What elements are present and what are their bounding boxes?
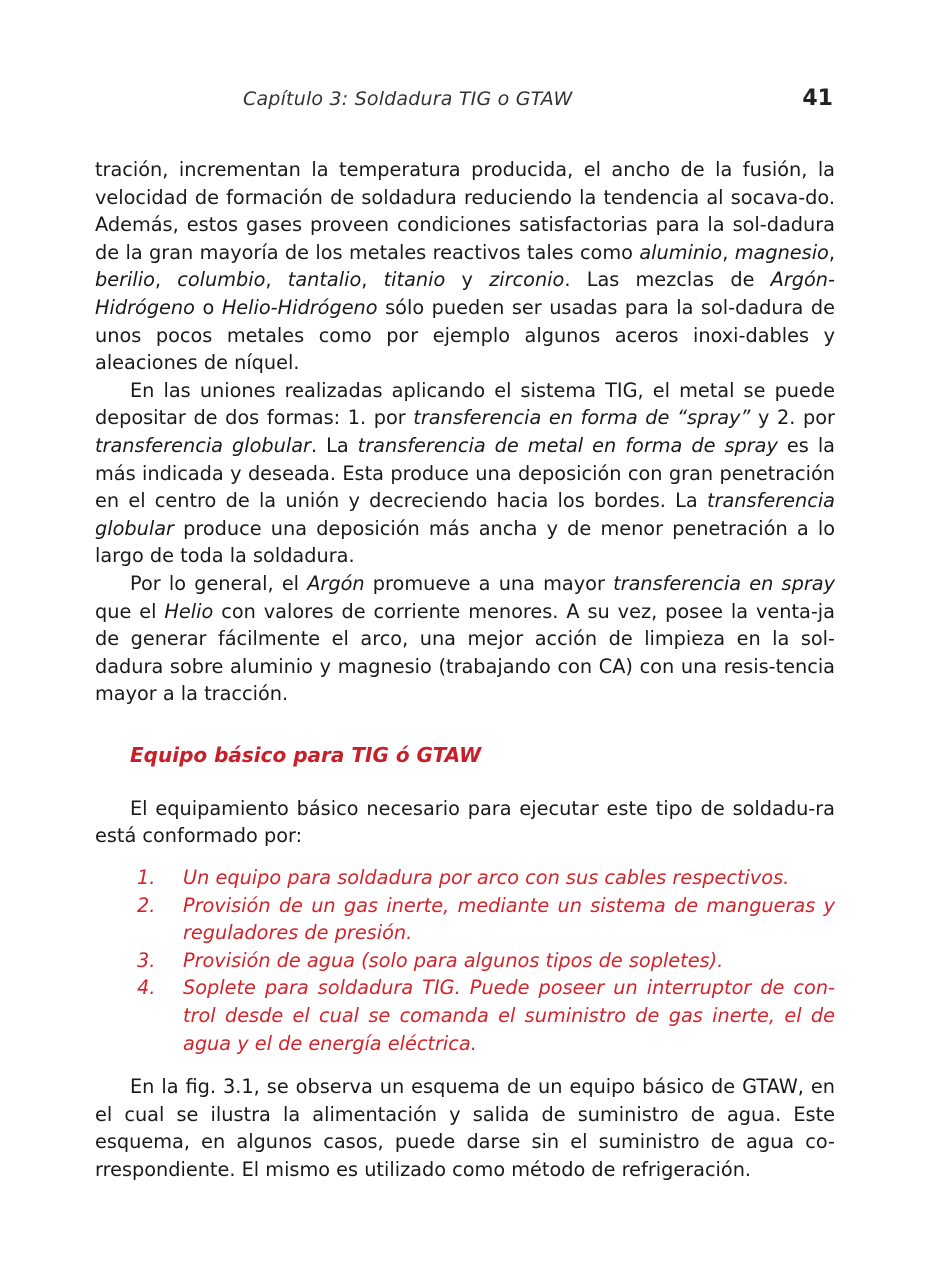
- list-number: 1.: [137, 866, 156, 890]
- term-argon-hidrogeno: Argón-Hidrógeno: [95, 268, 835, 319]
- term-titanio: titanio: [383, 268, 446, 292]
- term-helio: Helio: [164, 599, 214, 623]
- text-run: Por lo general, el: [130, 571, 308, 595]
- term-berilio: berilio: [95, 268, 155, 292]
- term-spray: transferencia en forma de “spray”: [413, 406, 751, 430]
- list-item: [95, 974, 835, 1057]
- text-run: produce una deposición más ancha y de menor penetración a lo largo de toda la soldadura.: [95, 516, 835, 568]
- term-columbio: columbio: [177, 268, 266, 292]
- list-text: Soplete para soldadura TIG. Puede poseer un interruptor de con-trol desde el cual se comanda el suministro de gas inerte, el de agua y el de energía eléctrica.: [183, 976, 835, 1055]
- list-number: 3.: [137, 948, 156, 972]
- list-text: Provisión de agua (solo para algunos tipos de sopletes).: [183, 948, 724, 972]
- chapter-title: Capítulo 3: Soldadura TIG o GTAW: [243, 88, 573, 110]
- list-number: 2.: [137, 893, 156, 917]
- list-item: [95, 892, 835, 947]
- text-run: promueve a una mayor: [364, 571, 614, 595]
- text-run: . Las mezclas de: [564, 268, 771, 292]
- text-run: con valores de corriente menores. A su vez, posee la venta-ja de generar fácilmente el arco, una mejor acción de limpieza en la sol-dadura sobre aluminio y magnesio (trabajando con CA) con una resis-tencia mayor a la tracción.: [95, 599, 835, 706]
- page-number: 41: [802, 86, 833, 111]
- term-helio-hidrogeno: Helio-Hidrógeno: [221, 295, 378, 319]
- list-text: Provisión de un gas inerte, mediante un sistema de mangueras y reguladores de presión.: [183, 893, 835, 945]
- body-text: [95, 156, 835, 1184]
- equipment-list: [95, 864, 835, 1057]
- term-tantalio: tantalio: [287, 268, 362, 292]
- term-globular: transferencia globular: [95, 433, 311, 457]
- text-run: ,: [154, 268, 178, 292]
- text-run: y: [445, 268, 490, 292]
- term-globular: transferencia globular: [95, 489, 835, 540]
- text-run: . La: [310, 433, 358, 457]
- text-run: En las uniones realizadas aplicando el sistema TIG, el metal se puede depositar de dos formas: 1. por: [95, 378, 835, 430]
- term-zirconio: zirconio: [489, 268, 565, 292]
- text-run: tración, incrementan la temperatura producida, el ancho de la fusión, la velocidad de formación de soldadura reduciendo la tendencia al socava-do. Además, estos gases proveen condiciones satisfactorias para la sol-dadura de la gran mayoría de los metales reactivos tales como: [95, 158, 835, 264]
- term-spray-metal: transferencia de metal en forma de spray: [357, 433, 778, 457]
- text-run: ,: [828, 240, 835, 264]
- text-run: que el: [95, 599, 165, 623]
- text-run: es la más indicada y deseada. Esta produce una deposición con gran penetración en el centro de la unión y decreciendo hacia los bordes. La: [95, 433, 835, 513]
- running-header: [95, 88, 835, 118]
- term-aluminio: aluminio: [639, 240, 723, 264]
- paragraph-argon: [95, 570, 835, 708]
- term-spray: transferencia en spray: [613, 571, 835, 595]
- paragraph-figura: En la fig. 3.1, se observa un esquema de un equipo básico de GTAW, en el cual se ilustra la alimentación y salida de suministro de agua. Este esquema, en algunos casos, puede darse sin el suministro de agua co-rrespondiente. El mismo es utilizado como método de refrigeración.: [95, 1075, 835, 1181]
- paragraph-transferencia: [95, 377, 835, 570]
- term-argon: Argón: [307, 571, 365, 595]
- paragraph-equipamiento: El equipamiento básico necesario para ejecutar este tipo de soldadu-ra está conformado por:: [95, 796, 835, 848]
- list-item: [95, 864, 835, 892]
- list-item: [95, 947, 835, 975]
- text-run: sólo pueden ser usadas para la sol-dadura de unos pocos metales como por ejemplo algunos aceros inoxi-dables y aleaciones de níquel.: [95, 295, 836, 375]
- term-magnesio: magnesio: [734, 240, 829, 264]
- section-heading: Equipo básico para TIG ó GTAW: [130, 742, 482, 767]
- paragraph-gases: [95, 156, 835, 377]
- list-number: 4.: [137, 976, 156, 1000]
- list-text: Un equipo para soldadura por arco con sus cables respectivos.: [183, 866, 790, 890]
- text-run: y 2. por: [750, 406, 835, 430]
- text-run: o: [194, 295, 222, 319]
- text-run: ,: [265, 268, 288, 292]
- text-run: ,: [361, 268, 384, 292]
- text-run: ,: [722, 240, 735, 264]
